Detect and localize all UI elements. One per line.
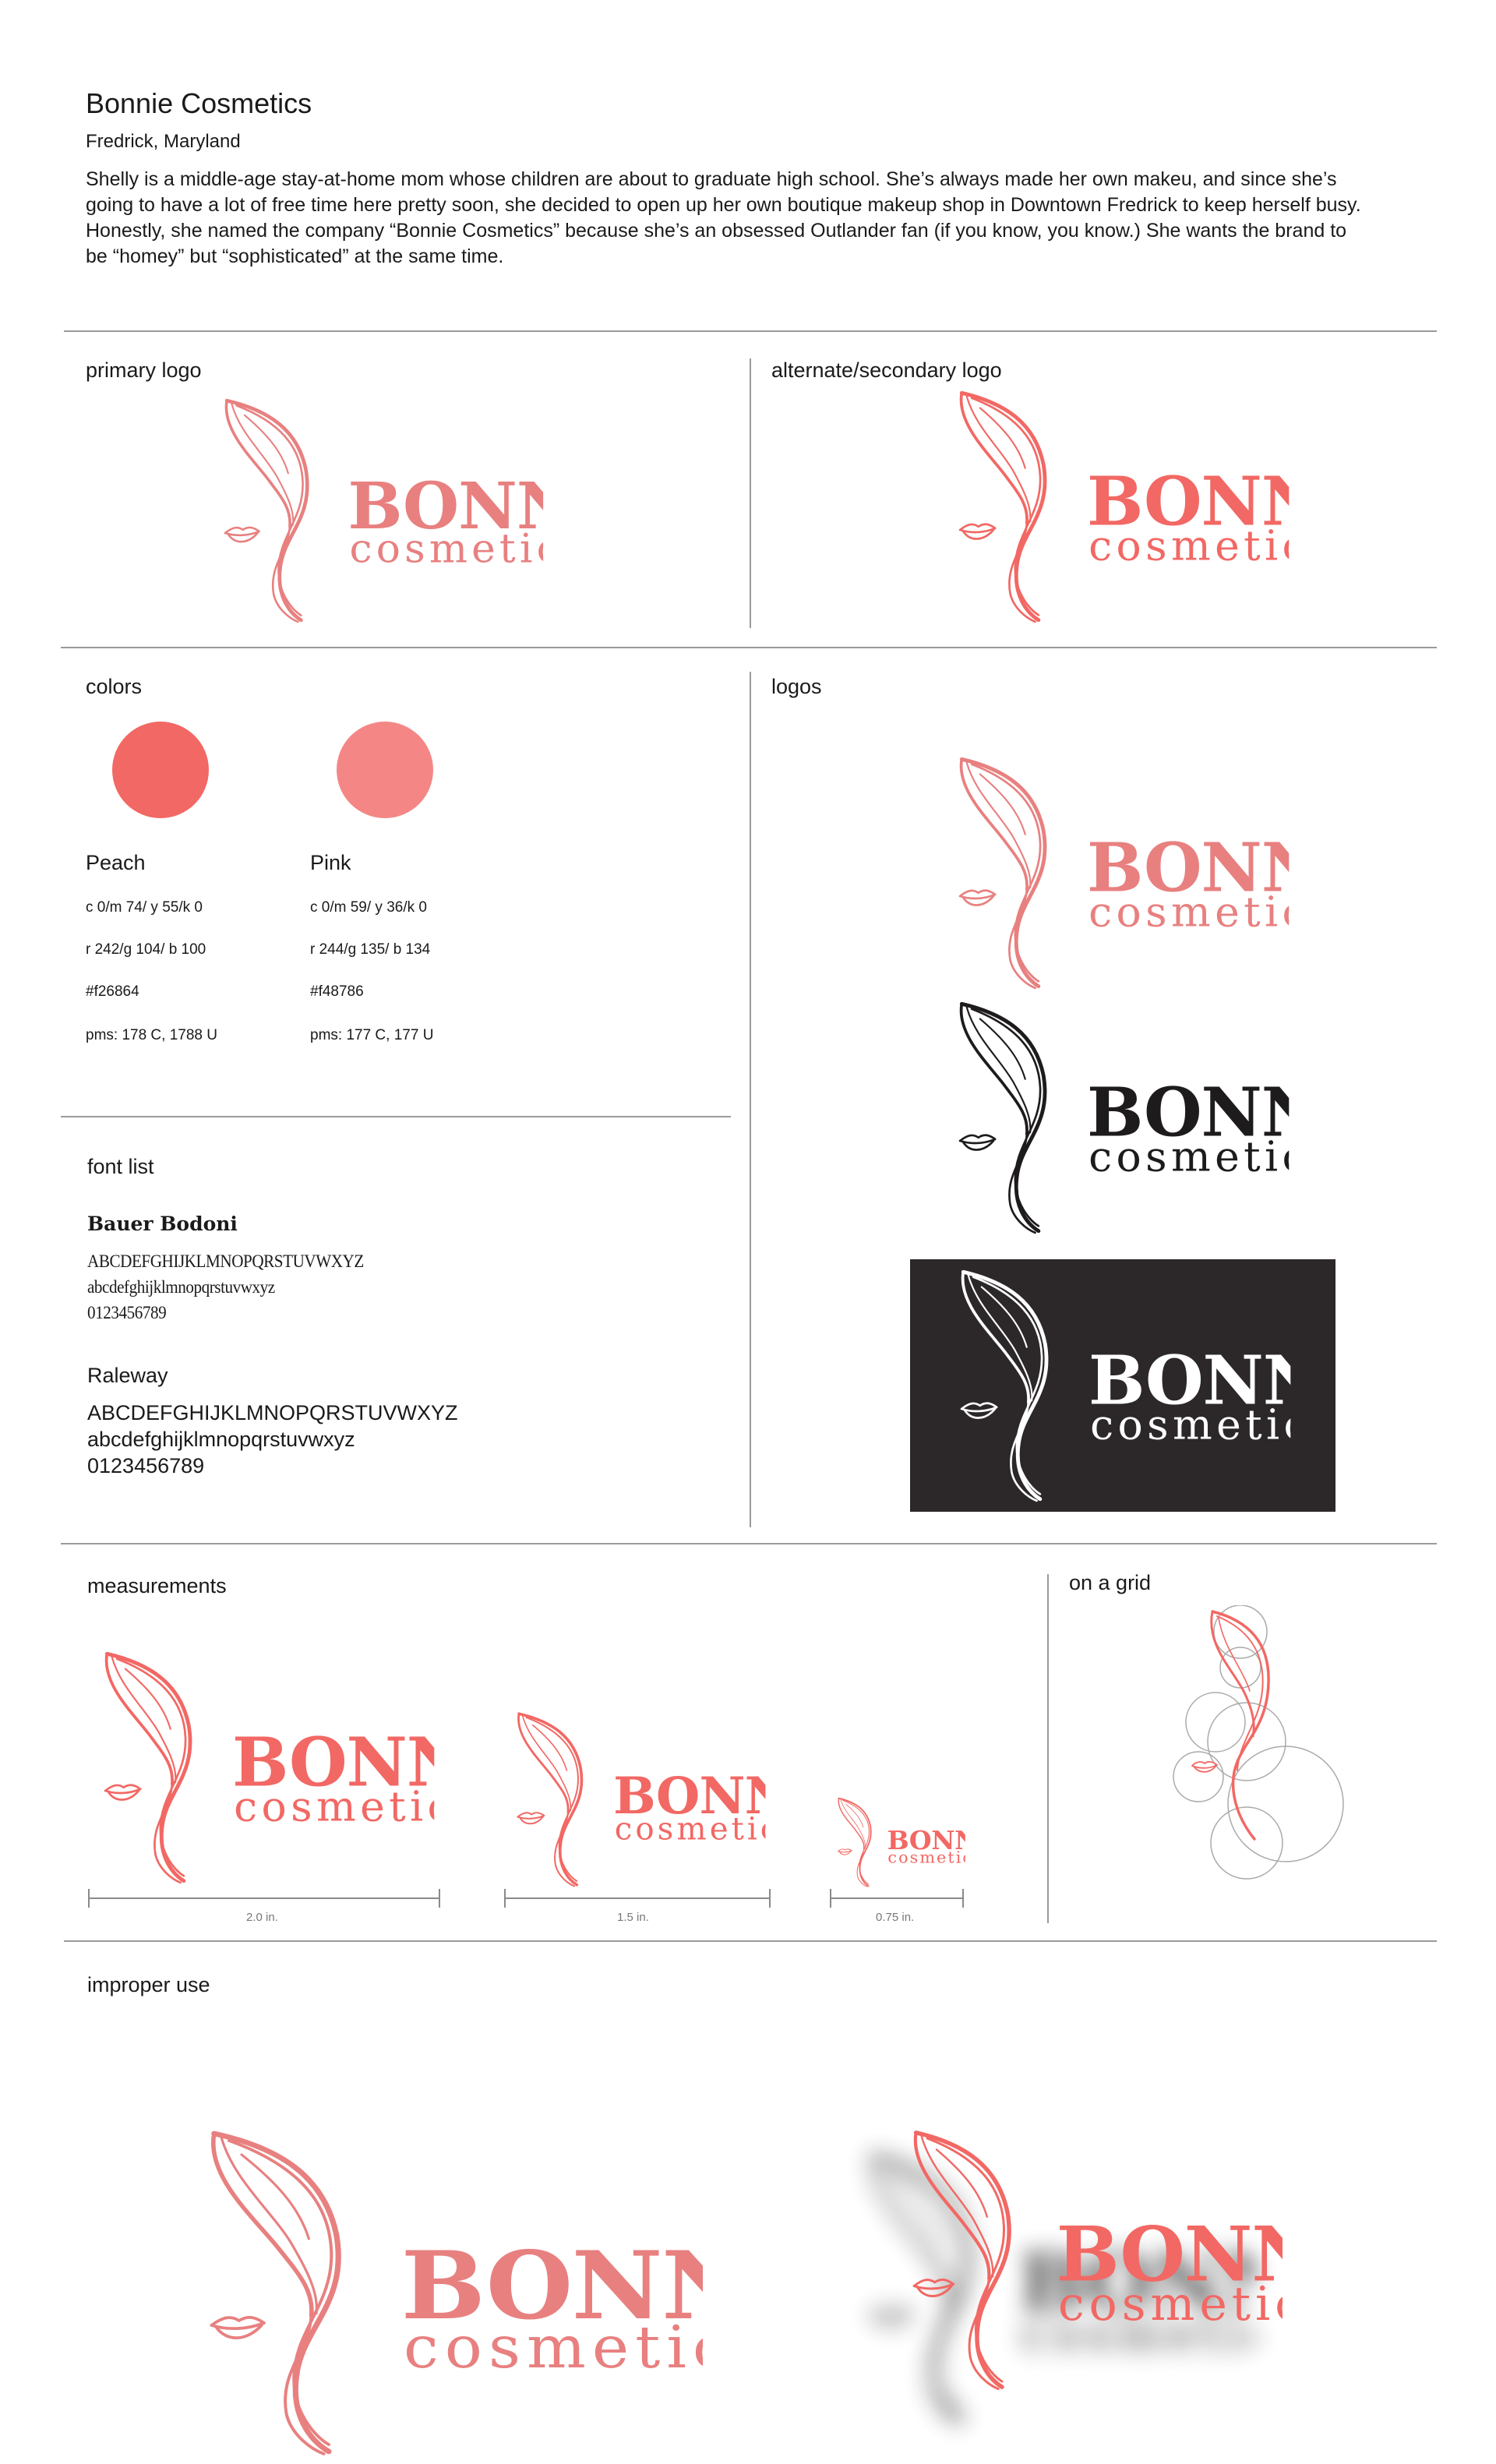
color-cmyk: c 0/m 59/ y 36/k 0 bbox=[310, 899, 427, 916]
font-name-raleway: Raleway bbox=[87, 1364, 168, 1387]
page-title: Bonnie Cosmetics bbox=[86, 87, 312, 119]
font-sample-lower: abcdefghijklmnopqrstuvwxyz bbox=[87, 1277, 275, 1297]
divider bbox=[64, 330, 1437, 332]
divider bbox=[61, 647, 1437, 648]
color-name: Pink bbox=[310, 851, 351, 874]
alternate-logo bbox=[943, 390, 1301, 623]
section-logos: logos bbox=[771, 675, 822, 698]
section-colors: colors bbox=[86, 675, 143, 698]
logo-measure-large bbox=[84, 1650, 450, 1884]
font-sample-digits: 0123456789 bbox=[87, 1454, 205, 1477]
font-sample-digits: 0123456789 bbox=[87, 1303, 167, 1322]
logo-color-variant bbox=[943, 756, 1301, 990]
section-alternate-logo: alternate/secondary logo bbox=[771, 358, 1002, 382]
divider bbox=[1047, 1574, 1049, 1923]
color-pms: pms: 177 C, 177 U bbox=[310, 1027, 434, 1043]
logo-measure-medium bbox=[503, 1711, 776, 1887]
font-sample-upper: ABCDEFGHIJKLMNOPQRSTUVWXYZ bbox=[87, 1401, 458, 1424]
divider bbox=[61, 1116, 731, 1117]
divider bbox=[61, 1543, 1437, 1544]
logo-measure-small bbox=[831, 1797, 971, 1887]
logo-on-grid bbox=[1169, 1605, 1371, 1886]
improper-use-shadow-logo bbox=[865, 2127, 1270, 2455]
measure-label-small: 0.75 in. bbox=[876, 1911, 915, 1924]
color-name: Peach bbox=[86, 851, 146, 874]
logo-white-variant bbox=[944, 1269, 1303, 1502]
measurement-lines bbox=[78, 1886, 982, 1917]
logo-over-shadow bbox=[909, 2127, 1283, 2392]
section-primary-logo: primary logo bbox=[86, 358, 202, 382]
color-swatch-peach bbox=[112, 722, 209, 818]
measure-label-large: 2.0 in. bbox=[246, 1911, 278, 1924]
font-sample-raleway bbox=[87, 1400, 458, 1479]
divider bbox=[750, 672, 751, 1527]
color-rgb: r 244/g 135/ b 134 bbox=[310, 941, 431, 958]
font-name-bodoni: Bauer Bodoni bbox=[87, 1213, 238, 1235]
color-pms: pms: 178 C, 1788 U bbox=[86, 1027, 217, 1043]
location-subtitle: Fredrick, Maryland bbox=[86, 131, 241, 152]
divider bbox=[750, 358, 751, 628]
color-hex: #f48786 bbox=[310, 983, 364, 1000]
primary-logo bbox=[210, 397, 553, 623]
color-swatch-pink bbox=[337, 722, 433, 818]
section-font-list: font list bbox=[87, 1155, 154, 1178]
section-on-a-grid: on a grid bbox=[1069, 1571, 1152, 1594]
color-hex: #f26864 bbox=[86, 983, 139, 1000]
color-cmyk: c 0/m 74/ y 55/k 0 bbox=[86, 899, 203, 916]
font-sample-lower: abcdefghijklmnopqrstuvwxyz bbox=[87, 1428, 355, 1451]
brand-description: Shelly is a middle-age stay-at-home mom whose children are about to graduate high school. She’s always made her own makeu, and since she’s going to have a lot of free time here pretty soon, she decided to open up her own boutique makeup shop in Downtown Fredrick to keep herself busy. Honestly, she named the company “Bonnie Cosmetics” because she’s an obsessed Outlander fan (if you know, you know.) She wants the brand to be “homey” but “sophisticated” at the same time. bbox=[86, 168, 1361, 267]
divider bbox=[64, 1940, 1437, 1942]
color-rgb: r 242/g 104/ b 100 bbox=[86, 941, 206, 958]
section-improper-use: improper use bbox=[87, 1973, 210, 1996]
improper-use-stretched-logo bbox=[204, 2129, 703, 2456]
font-sample-bodoni bbox=[87, 1248, 417, 1326]
measure-label-medium: 1.5 in. bbox=[617, 1911, 649, 1924]
logo-black-variant bbox=[943, 1001, 1301, 1234]
section-measurements: measurements bbox=[87, 1574, 227, 1597]
font-sample-upper: ABCDEFGHIJKLMNOPQRSTUVWXYZ bbox=[87, 1251, 364, 1271]
